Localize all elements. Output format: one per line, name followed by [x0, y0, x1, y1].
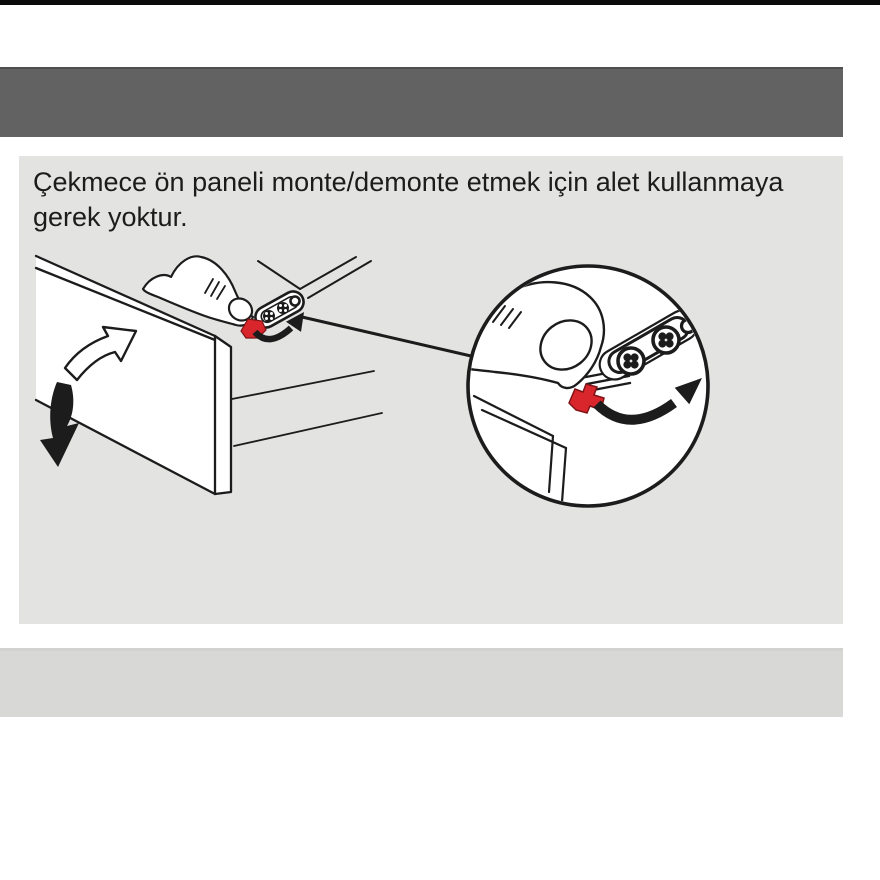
- bracket-end-ring: [291, 297, 300, 306]
- top-black-strip: [0, 0, 880, 5]
- drawer-body-lines: [232, 257, 382, 446]
- header-gray-bar: [0, 67, 843, 137]
- callout-line: [302, 317, 471, 356]
- instruction-text: Çekmece ön paneli monte/demonte etmek için alet kullanmaya gerek yoktur.: [33, 167, 784, 232]
- instruction-panel: [19, 156, 843, 624]
- drawer-illustration: [19, 156, 843, 624]
- fingertip-detail: [466, 282, 604, 388]
- footer-gray-bar: [0, 648, 843, 717]
